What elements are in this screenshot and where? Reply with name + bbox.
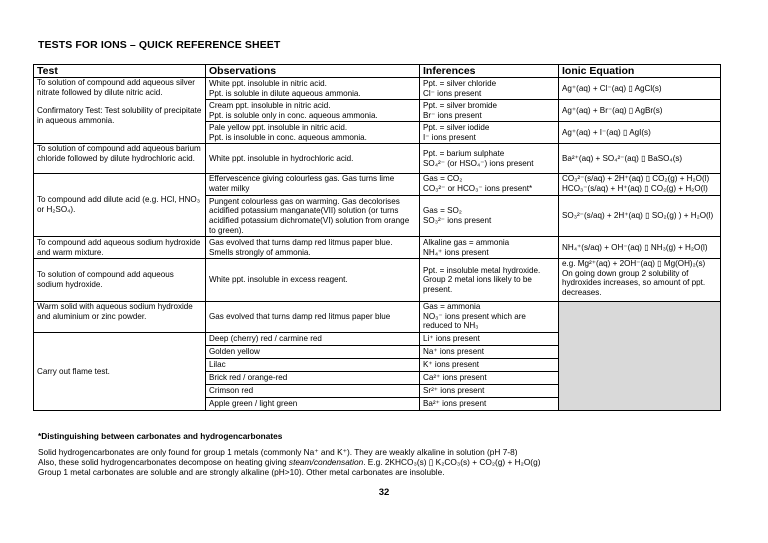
- table-row: [34, 144, 721, 174]
- observation-cell: Deep (cherry) red / carmine red: [206, 333, 420, 346]
- confirmatory-test-text: Confirmatory Test: Test solubility of precipitate in aqueous ammonia.: [37, 106, 202, 125]
- inference-line: SO₃²⁻ ions present: [423, 216, 492, 225]
- inference-line: NH₄⁺ ions present: [423, 247, 489, 257]
- table-row: [34, 174, 721, 196]
- inference-line: Gas = SO₂: [423, 206, 462, 216]
- equation-cell: e.g. Mg²⁺(aq) + 2OH⁻(aq) ▯ Mg(OH)₂(s) On going down group 2 solubility of hydroxides increases, so amount of ppt. decreases.: [559, 259, 721, 302]
- table-row: [34, 78, 721, 100]
- test-dilute-acid: To compound add dilute acid (e.g. HCl, HNO₃ or H₂SO₄).: [34, 174, 206, 237]
- inference-cell: [420, 78, 559, 100]
- observation-cell: White ppt. insoluble in excess reagent.: [206, 259, 420, 302]
- inference-line: CO₃²⁻ or HCO₃⁻ ions present*: [423, 183, 533, 193]
- test-sodium-hydroxide-warm: To compound add aqueous sodium hydroxide and warm mixture.: [34, 237, 206, 259]
- observation-line: White ppt. insoluble in nitric acid.: [209, 78, 327, 88]
- header-observations: Observations: [206, 65, 420, 78]
- inference-line: Alkaline gas = ammonia: [423, 237, 510, 247]
- inference-line: Br⁻ ions present: [423, 110, 482, 120]
- inference-line: Gas = ammonia: [423, 302, 481, 311]
- inference-cell: [420, 100, 559, 122]
- inference-cell: [420, 302, 559, 333]
- equation-cell: Ag⁺(aq) + Cl⁻(aq) ▯ AgCl(s): [559, 78, 721, 100]
- test-sodium-hydroxide: To solution of compound add aqueous sodium hydroxide.: [34, 259, 206, 302]
- observation-line: Ppt. is soluble only in conc. aqueous ammonia.: [209, 110, 378, 120]
- observation-cell: [206, 78, 420, 100]
- observation-cell: Lilac: [206, 359, 420, 372]
- equation-line: CO₃²⁻(s/aq) + 2H⁺(aq) ▯ CO₂(g) + H₂O(l): [562, 174, 710, 183]
- inference-line: NO₃⁻ ions present which are reduced to NH₃: [423, 311, 526, 331]
- header-test: Test: [34, 65, 206, 78]
- inference-cell: Ppt. = insoluble metal hydroxide. Group 2 metal ions likely to be present.: [420, 259, 559, 302]
- test-silver-nitrate: [34, 78, 206, 144]
- equation-cell: Ag⁺(aq) + I⁻(aq) ▯ AgI(s): [559, 122, 721, 144]
- test-barium-chloride: To solution of compound add aqueous barium chloride followed by dilute hydrochloric acid.: [34, 144, 206, 174]
- table-header-row: [34, 65, 721, 78]
- note-line-2-text: Also, these solid hydrogencarbonates decompose on heating giving: [38, 457, 289, 467]
- header-ionic-equation: Ionic Equation: [559, 65, 721, 78]
- note-line-2-emphasis: steam/condensation: [288, 457, 364, 467]
- inference-line: Gas = CO₂: [423, 174, 463, 183]
- equation-cell: Ba²⁺(aq) + SO₄²⁻(aq) ▯ BaSO₄(s): [559, 144, 721, 174]
- note-line-2: [38, 457, 540, 467]
- inference-cell: Sr²⁺ ions present: [420, 385, 559, 398]
- inference-line: Cl⁻ ions present: [423, 88, 482, 98]
- observation-cell: Pungent colourless gas on warming. Gas decolorises acidified potassium manganate(VII) solution (or turns acidified potassium dichromate(VI) solution from orange to green).: [206, 196, 420, 237]
- table-row: [34, 259, 721, 302]
- inference-line: Ppt. = barium sulphate: [423, 148, 505, 158]
- observation-line: Pale yellow ppt. insoluble in nitric acid.: [209, 122, 348, 132]
- page-number: 32: [378, 487, 390, 498]
- inference-cell: [420, 174, 559, 196]
- observation-cell: Golden yellow: [206, 346, 420, 359]
- observation-line: Cream ppt. insoluble in nitric acid.: [209, 100, 331, 110]
- inference-cell: [420, 122, 559, 144]
- table-row: [34, 302, 721, 333]
- note-line-3: Group 1 metal carbonates are soluble and are strongly alkaline (pH>10). Other metal carbonates are insoluble.: [38, 467, 445, 477]
- ion-tests-table: [33, 64, 721, 411]
- inference-cell: [420, 144, 559, 174]
- table-row: [34, 237, 721, 259]
- observation-cell: [206, 122, 420, 144]
- equation-line: HCO₃⁻(s/aq) + H⁺(aq) ▯ CO₂(g) + H₂O(l): [562, 183, 708, 193]
- inference-line: SO₄²⁻ (or HSO₄⁻) ions present: [423, 158, 534, 168]
- inference-cell: [420, 196, 559, 237]
- observation-cell: Gas evolved that turns damp red litmus paper blue: [206, 302, 420, 333]
- test-flame: Carry out flame test.: [34, 333, 206, 411]
- observation-cell: Effervescence giving colourless gas. Gas turns lime water milky: [206, 174, 420, 196]
- equation-cell: Ag⁺(aq) + Br⁻(aq) ▯ AgBr(s): [559, 100, 721, 122]
- test-nitrate: Warm solid with aqueous sodium hydroxide and aluminium or zinc powder.: [34, 302, 206, 333]
- inference-cell: Ba²⁺ ions present: [420, 398, 559, 411]
- note-line-2-equation: . E.g. 2KHCO₃(s) ▯ K₂CO₃(s) + CO₂(g) + H₂O(g): [363, 457, 541, 467]
- equation-cell: NH₄⁺(s/aq) + OH⁻(aq) ▯ NH₃(g) + H₂O(l): [559, 237, 721, 259]
- observation-line: Ppt. is insoluble in conc. aqueous ammonia.: [209, 132, 367, 142]
- observation-cell: Crimson red: [206, 385, 420, 398]
- test-text: To solution of compound add aqueous silver nitrate followed by dilute nitric acid.: [37, 78, 195, 97]
- observation-cell: Brick red / orange-red: [206, 372, 420, 385]
- page-title: TESTS FOR IONS – QUICK REFERENCE SHEET: [38, 39, 281, 51]
- observation-cell: [206, 100, 420, 122]
- observation-cell: Gas evolved that turns damp red litmus paper blue. Smells strongly of ammonia.: [206, 237, 420, 259]
- inference-line: Ppt. = silver iodide: [423, 122, 490, 132]
- header-inferences: Inferences: [420, 65, 559, 78]
- inference-cell: [420, 237, 559, 259]
- note-title: *Distinguishing between carbonates and hydrogencarbonates: [38, 431, 283, 441]
- equation-cell: [559, 174, 721, 196]
- inference-line: Ppt. = silver bromide: [423, 100, 497, 110]
- observation-cell: White ppt. insoluble in hydrochloric acid.: [206, 144, 420, 174]
- inference-cell: Na⁺ ions present: [420, 346, 559, 359]
- observation-cell: Apple green / light green: [206, 398, 420, 411]
- inference-cell: Ca²⁺ ions present: [420, 372, 559, 385]
- inference-line: Ppt. = silver chloride: [423, 78, 497, 88]
- equation-cell: SO₃²⁻(s/aq) + 2H⁺(aq) ▯ SO₂(g) ) + H₂O(l): [559, 196, 721, 237]
- observation-line: Ppt. is soluble in dilute aqueous ammonia.: [209, 88, 361, 98]
- inference-cell: Li⁺ ions present: [420, 333, 559, 346]
- inference-cell: K⁺ ions present: [420, 359, 559, 372]
- note-line-1: Solid hydrogencarbonates are only found for group 1 metals (commonly Na⁺ and K⁺). They are weakly alkaline in solution (pH 7-8): [38, 447, 518, 457]
- inference-line: I⁻ ions present: [423, 132, 476, 142]
- equation-cell-empty: [559, 302, 721, 411]
